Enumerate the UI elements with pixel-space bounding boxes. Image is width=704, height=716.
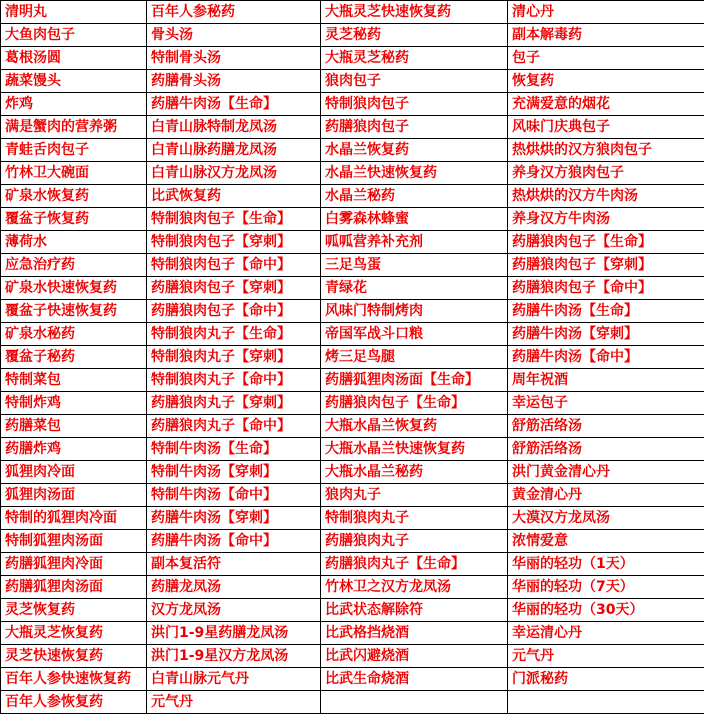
table-cell: 药膳狼肉丸子【命中】 — [147, 415, 321, 438]
table-cell: 比武恢复药 — [147, 185, 321, 208]
table-cell: 狐狸肉汤面 — [1, 484, 147, 507]
table-cell: 帝国军战斗口粮 — [321, 323, 508, 346]
table-cell: 药膳狐狸肉冷面 — [1, 553, 147, 576]
table-cell: 药膳狼肉包子【穿刺】 — [147, 277, 321, 300]
table-cell: 养身汉方狼肉包子 — [508, 162, 704, 185]
table-cell: 药膳狼肉丸子【穿刺】 — [147, 392, 321, 415]
table-cell: 特制的狐狸肉冷面 — [1, 507, 147, 530]
table-row — [1, 415, 704, 438]
table-cell: 骨头汤 — [147, 24, 321, 47]
table-cell: 呱呱营养补充剂 — [321, 231, 508, 254]
table-cell: 药膳狼肉丸子 — [321, 530, 508, 553]
table-cell: 华丽的轻功（7天） — [508, 576, 704, 599]
table-cell: 风味门特制烤肉 — [321, 300, 508, 323]
table-cell: 竹林卫之汉方龙凤汤 — [321, 576, 508, 599]
table-cell: 清明丸 — [1, 1, 147, 24]
table-cell: 副本解毒药 — [508, 24, 704, 47]
table-row — [1, 438, 704, 461]
table-cell: 特制狐狸肉汤面 — [1, 530, 147, 553]
table-cell: 华丽的轻功（30天） — [508, 599, 704, 622]
table-cell: 汉方龙凤汤 — [147, 599, 321, 622]
table-cell: 矿泉水恢复药 — [1, 185, 147, 208]
table-cell: 覆盆子恢复药 — [1, 208, 147, 231]
table-cell: 百年人参恢复药 — [1, 691, 147, 714]
table-cell: 白青山脉汉方龙凤汤 — [147, 162, 321, 185]
table-row — [1, 254, 704, 277]
table-cell: 药膳狼肉包子【生命】 — [321, 392, 508, 415]
table-row — [1, 392, 704, 415]
table-cell: 黄金清心丹 — [508, 484, 704, 507]
table-row — [1, 162, 704, 185]
table-row — [1, 622, 704, 645]
table-row — [1, 645, 704, 668]
table-row — [1, 139, 704, 162]
table-cell: 浓情爱意 — [508, 530, 704, 553]
table-cell: 门派秘药 — [508, 668, 704, 691]
table-cell: 特制狼肉丸子【穿刺】 — [147, 346, 321, 369]
table-cell: 大瓶灵芝秘药 — [321, 47, 508, 70]
table-cell: 药膳骨头汤 — [147, 70, 321, 93]
table-row — [1, 93, 704, 116]
table-cell: 矿泉水秘药 — [1, 323, 147, 346]
table-cell: 白青山脉药膳龙凤汤 — [147, 139, 321, 162]
table-row — [1, 346, 704, 369]
table-row — [1, 484, 704, 507]
table-cell: 洪门黄金清心丹 — [508, 461, 704, 484]
table-cell: 热烘烘的汉方牛肉汤 — [508, 185, 704, 208]
table-cell: 药膳牛肉汤【穿刺】 — [147, 507, 321, 530]
table-cell: 覆盆子快速恢复药 — [1, 300, 147, 323]
table-cell: 洪门1-9星药膳龙凤汤 — [147, 622, 321, 645]
table-cell: 副本复活符 — [147, 553, 321, 576]
table-cell: 舒筋活络汤 — [508, 438, 704, 461]
table-cell: 华丽的轻功（1天） — [508, 553, 704, 576]
table-row — [1, 208, 704, 231]
table-cell: 特制骨头汤 — [147, 47, 321, 70]
table-cell: 炸鸡 — [1, 93, 147, 116]
table-cell: 特制狼肉包子【穿刺】 — [147, 231, 321, 254]
table-cell: 大瓶灵芝恢复药 — [1, 622, 147, 645]
table-row — [1, 300, 704, 323]
table-cell: 元气丹 — [147, 691, 321, 714]
table-cell: 蔬菜馒头 — [1, 70, 147, 93]
table-row — [1, 599, 704, 622]
table-row — [1, 116, 704, 139]
table-cell: 药膳菜包 — [1, 415, 147, 438]
table-cell: 大瓶水晶兰恢复药 — [321, 415, 508, 438]
table-cell: 特制牛肉汤【生命】 — [147, 438, 321, 461]
table-cell: 特制牛肉汤【穿刺】 — [147, 461, 321, 484]
table-cell: 特制狼肉包子 — [321, 93, 508, 116]
table-cell: 白青山脉特制龙凤汤 — [147, 116, 321, 139]
table-cell — [321, 691, 508, 714]
table-cell: 大瓶灵芝快速恢复药 — [321, 1, 508, 24]
table-cell: 大瓶水晶兰秘药 — [321, 461, 508, 484]
table-cell: 应急治疗药 — [1, 254, 147, 277]
table-cell: 满是蟹肉的营养粥 — [1, 116, 147, 139]
table-cell: 恢复药 — [508, 70, 704, 93]
table-cell: 药膳狼肉包子【穿刺】 — [508, 254, 704, 277]
table-cell: 药膳狐狸肉汤面 — [1, 576, 147, 599]
table-row — [1, 507, 704, 530]
table-cell: 百年人参快速恢复药 — [1, 668, 147, 691]
table-row — [1, 231, 704, 254]
table-cell: 药膳狼肉丸子【生命】 — [321, 553, 508, 576]
table-cell: 充满爱意的烟花 — [508, 93, 704, 116]
table-row — [1, 1, 704, 24]
table-cell: 特制狼肉丸子【命中】 — [147, 369, 321, 392]
table-cell: 水晶兰快速恢复药 — [321, 162, 508, 185]
table-row — [1, 323, 704, 346]
table-row — [1, 691, 704, 714]
table-cell — [508, 691, 704, 714]
table-cell: 药膳狼肉包子【命中】 — [147, 300, 321, 323]
table-cell: 狼肉丸子 — [321, 484, 508, 507]
table-cell: 热烘烘的汉方狼肉包子 — [508, 139, 704, 162]
table-row — [1, 530, 704, 553]
table-cell: 舒筋活络汤 — [508, 415, 704, 438]
table-cell: 药膳龙凤汤 — [147, 576, 321, 599]
table-cell: 元气丹 — [508, 645, 704, 668]
table-cell: 幸运清心丹 — [508, 622, 704, 645]
table-cell: 矿泉水快速恢复药 — [1, 277, 147, 300]
table-cell: 覆盆子秘药 — [1, 346, 147, 369]
table-cell: 药膳牛肉汤【穿刺】 — [508, 323, 704, 346]
table-cell: 狐狸肉冷面 — [1, 461, 147, 484]
table-cell: 灵芝快速恢复药 — [1, 645, 147, 668]
table-cell: 特制狼肉包子【生命】 — [147, 208, 321, 231]
table-cell: 比武格挡烧酒 — [321, 622, 508, 645]
table-row — [1, 461, 704, 484]
table-cell: 百年人参秘药 — [147, 1, 321, 24]
table-cell: 特制牛肉汤【命中】 — [147, 484, 321, 507]
table-row — [1, 70, 704, 93]
table-cell: 药膳狐狸肉汤面【生命】 — [321, 369, 508, 392]
table-cell: 大鱼肉包子 — [1, 24, 147, 47]
table-cell: 比武生命烧酒 — [321, 668, 508, 691]
table-cell: 三足鸟蛋 — [321, 254, 508, 277]
table-cell: 青绿花 — [321, 277, 508, 300]
table-cell: 药膳牛肉汤【生命】 — [147, 93, 321, 116]
table-cell: 药膳牛肉汤【生命】 — [508, 300, 704, 323]
table-cell: 幸运包子 — [508, 392, 704, 415]
table-cell: 药膳炸鸡 — [1, 438, 147, 461]
table-cell: 大漠汉方龙凤汤 — [508, 507, 704, 530]
table-cell: 水晶兰秘药 — [321, 185, 508, 208]
table-cell: 清心丹 — [508, 1, 704, 24]
table-cell: 特制菜包 — [1, 369, 147, 392]
table-cell: 特制狼肉包子【命中】 — [147, 254, 321, 277]
table-cell: 养身汉方牛肉汤 — [508, 208, 704, 231]
table-cell: 灵芝恢复药 — [1, 599, 147, 622]
table-cell: 灵芝秘药 — [321, 24, 508, 47]
table-cell: 白雾森林蜂蜜 — [321, 208, 508, 231]
table-row — [1, 576, 704, 599]
table-cell: 风味门庆典包子 — [508, 116, 704, 139]
table-cell: 白青山脉元气丹 — [147, 668, 321, 691]
table-cell: 药膳狼肉包子【生命】 — [508, 231, 704, 254]
table-cell: 比武闪避烧酒 — [321, 645, 508, 668]
item-table-body — [1, 1, 704, 714]
table-row — [1, 277, 704, 300]
table-row — [1, 369, 704, 392]
table-cell: 薄荷水 — [1, 231, 147, 254]
table-row — [1, 668, 704, 691]
table-cell: 特制炸鸡 — [1, 392, 147, 415]
table-cell: 药膳狼肉包子 — [321, 116, 508, 139]
table-cell: 葛根汤圆 — [1, 47, 147, 70]
table-cell: 洪门1-9星汉方龙凤汤 — [147, 645, 321, 668]
table-row — [1, 185, 704, 208]
table-row — [1, 24, 704, 47]
table-cell: 烤三足鸟腿 — [321, 346, 508, 369]
table-cell: 周年祝酒 — [508, 369, 704, 392]
table-cell: 竹林卫大碗面 — [1, 162, 147, 185]
table-cell: 青蛙舌肉包子 — [1, 139, 147, 162]
table-cell: 药膳牛肉汤【命中】 — [508, 346, 704, 369]
table-row — [1, 553, 704, 576]
table-row — [1, 47, 704, 70]
table-cell: 药膳牛肉汤【命中】 — [147, 530, 321, 553]
table-cell: 大瓶水晶兰快速恢复药 — [321, 438, 508, 461]
table-cell: 比武状态解除符 — [321, 599, 508, 622]
table-cell: 药膳狼肉包子【命中】 — [508, 277, 704, 300]
table-cell: 包子 — [508, 47, 704, 70]
table-cell: 狼肉包子 — [321, 70, 508, 93]
table-cell: 特制狼肉丸子【生命】 — [147, 323, 321, 346]
table-cell: 水晶兰恢复药 — [321, 139, 508, 162]
table-cell: 特制狼肉丸子 — [321, 507, 508, 530]
